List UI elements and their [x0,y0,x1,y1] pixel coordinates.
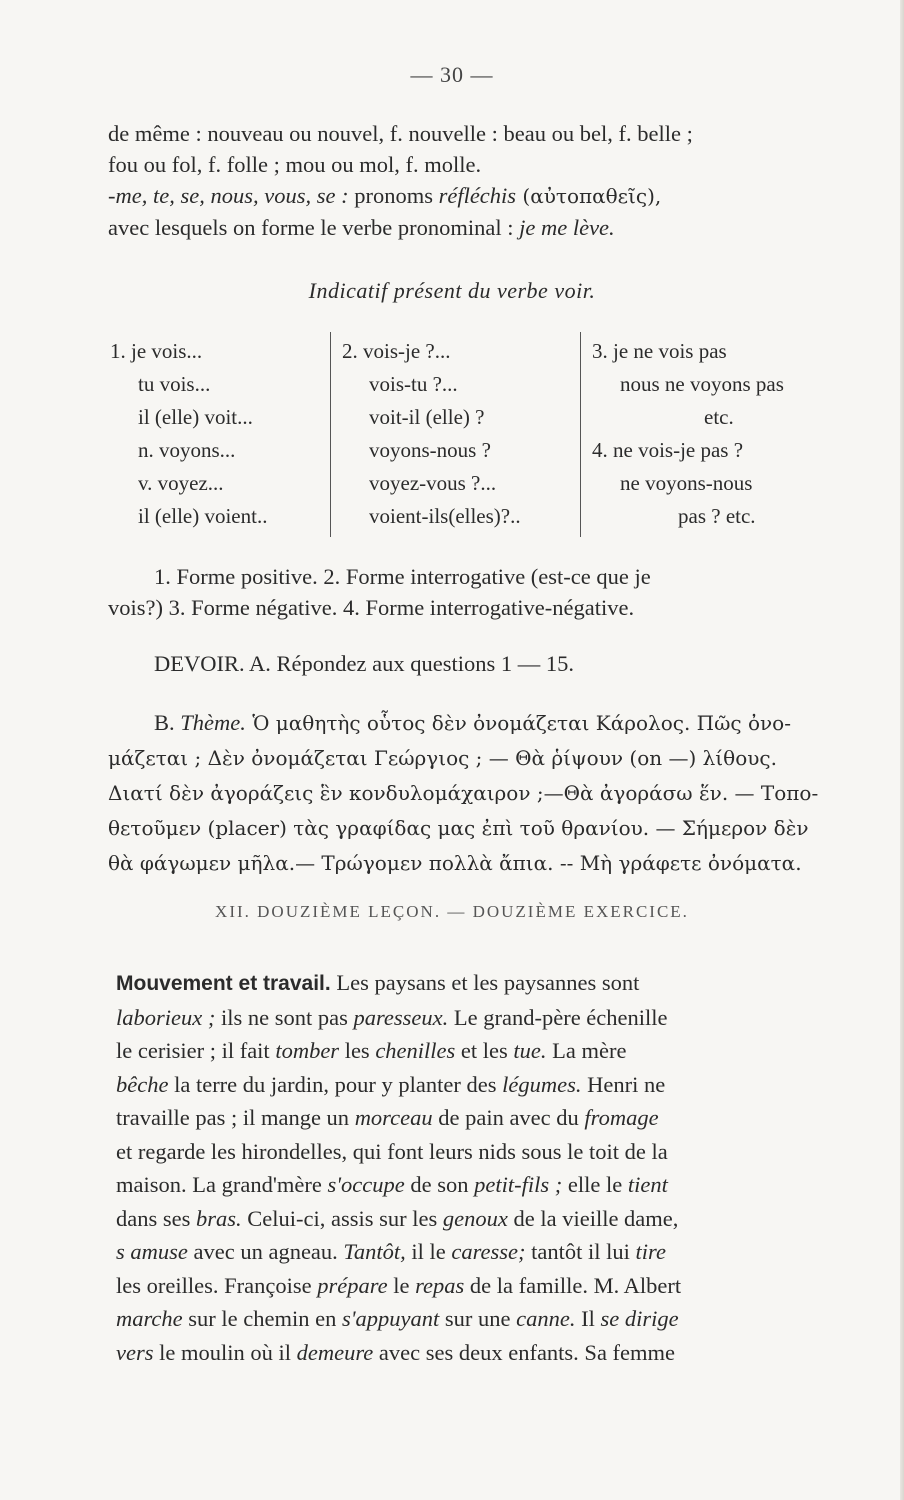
vocab-word: s amuse [116,1239,188,1264]
conj-line: vois-tu ?... [369,372,458,396]
text-line [116,1235,886,1269]
example-phrase: je me lève. [519,215,615,240]
text-span: sur une [439,1306,517,1331]
text-span: avec un agneau. [187,1239,344,1264]
vocab-word: chenilles [375,1038,456,1063]
text-line [108,212,884,243]
text-span: ils ne sont pas [215,1004,354,1030]
conj-line: voyons-nous ? [369,438,491,462]
text-line: fou ou fol, f. folle ; mou ou mol, f. molle. [108,152,482,177]
text-line [116,1202,886,1236]
text-span: le cerisier ; il fait [116,1038,276,1063]
text-span: le [387,1272,416,1298]
vocab-word: bêche [116,1071,169,1097]
vocab-word: tient [627,1172,668,1197]
vocab-word: laborieux ; [116,1004,216,1030]
conj-line: il (elle) voient.. [138,504,268,528]
text-span: Il [575,1306,601,1331]
text-line [108,180,884,212]
vocab-word: tire [635,1239,666,1264]
vocab-word: genoux [442,1205,508,1231]
conjugation-column-negative [592,335,892,533]
text-span: Les paysans et les paysannes sont [330,970,640,995]
devoir-line: DEVOIR. A. Répondez aux questions 1 — 15. [154,651,574,676]
text-span: de pain avec du [432,1105,585,1130]
theme-label: B. [154,710,181,735]
text-line: vois?) 3. Forme négative. 4. Forme interrogative-négative. [108,595,635,620]
conj-line: voient-ils(elles)?.. [369,504,521,528]
conj-line: n. voyons... [138,438,236,462]
text-span: sur le chemin en [182,1306,342,1331]
column-divider [330,332,331,537]
conj-line: ne voyons-nous [620,471,753,495]
column-divider [580,332,581,537]
forms-paragraph [108,561,884,623]
text-span: Le grand-père échenille [448,1004,668,1030]
text-line [116,1068,886,1102]
vocab-word: Tantôt, [343,1239,406,1264]
text-span: maison. La grand'mère [116,1172,328,1197]
text-line [116,966,886,1001]
text-line [116,1001,886,1035]
conj-line: 4. ne vois-je pas ? [592,438,744,462]
theme-title: Thème. [180,710,246,735]
vocab-word: marche [116,1306,183,1331]
greek-line: Διατί δὲν ἀγοράζεις ἓν κονδυλομάχαιρον ;—Θὰ ἀγοράσω ἕν. — Τοπο- [108,781,819,805]
greek-line: μάζεται ; Δὲν ὀνομάζεται Γεώργιος ; — Θὰ ῥίψουν (on —) λίθους. [108,746,777,770]
vocab-word: prépare [317,1272,388,1298]
text-span: Henri ne [581,1071,666,1097]
vocab-word: demeure [296,1339,374,1365]
text-span: les [339,1038,376,1063]
conj-line: 2. vois-je ?... [342,339,451,363]
greek-term: (αὐτοπαθεῖς), [516,184,662,208]
lesson-title: Mouvement et travail. [116,972,331,995]
conjugation-column-interrogative [342,335,572,533]
indicatif-heading: Indicatif présent du verbe voir. [308,278,596,303]
conj-line: etc. [704,405,734,429]
vocab-word: canne. [516,1306,576,1331]
vocab-word: légumes. [502,1071,582,1097]
text-span: tantôt il lui [525,1239,636,1264]
conjugation-column-positive [110,335,320,533]
vocab-word: repas [415,1272,465,1298]
conj-line: voyez-vous ?... [369,471,497,495]
text-span: La mère [546,1038,627,1063]
pronoun-list: -me, te, se, nous, vous, se : [108,183,349,208]
text-span: Celui-ci, assis sur les [241,1205,443,1231]
greek-line: θετοῦμεν (placer) τὰς γραφίδας μας ἐπὶ τοῦ θρανίου. — Σήμερον δὲν [108,816,809,840]
text-line [116,1336,886,1370]
text-span: il le [405,1239,452,1264]
vocab-word: morceau [354,1105,433,1130]
vocab-word: vers [116,1339,154,1365]
vocab-word: s'occupe [327,1172,405,1197]
text-span: la terre du jardin, pour y planter des [168,1071,503,1097]
text-span: de la famille. M. Albert [464,1272,682,1298]
conj-line: il (elle) voit... [138,405,253,429]
conj-line: tu vois... [138,372,211,396]
vocab-word: se dirige [600,1306,679,1331]
vocab-word: s'appuyant [341,1306,440,1331]
vocab-word: paresseux. [353,1004,449,1030]
text-line: de même : nouveau ou nouvel, f. nouvelle : beau ou bel, f. belle ; [108,121,693,146]
conj-line: pas ? etc. [678,504,756,528]
text-span: avec lesquels on forme le verbe pronominal : [108,215,520,240]
vocab-word: bras. [196,1205,242,1231]
text-line: 1. Forme positive. 2. Forme interrogative (est-ce que je [154,564,651,589]
text-line [116,1101,886,1135]
text-line [116,1034,886,1068]
vocab-word: caresse; [451,1239,526,1264]
vocab-word: tomber [275,1038,340,1063]
text-span: dans ses [116,1205,196,1231]
text-line [108,705,884,741]
conj-line: v. voyez... [138,471,224,495]
text-line [116,1302,886,1336]
conj-line: nous ne voyons pas [620,372,784,396]
page-number: — 30 — [410,62,494,87]
greek-text: Ὁ μαθητὴς οὗτος δὲν ὀνομάζεται Κάρολος. Πῶς ὀνο- [245,711,791,735]
page-edge [900,0,904,1500]
text-span: elle le [562,1172,628,1197]
conj-line: 3. je ne vois pas [592,339,727,363]
vocab-word: fromage [584,1105,659,1130]
greek-line: θὰ φάγωμεν μῆλα.— Τρώγομεν πολλὰ ἄπια. -- Μὴ γράφετε ὀνόματα. [108,851,802,875]
text-line: et regarde les hirondelles, qui font leurs nids sous le toit de la [116,1138,668,1164]
vocab-word: tue. [513,1038,547,1063]
text-line [116,1269,886,1303]
lesson-heading: XII. DOUZIÈME LEÇON. — DOUZIÈME EXERCICE. [215,902,689,921]
vocab-word: petit-fils ; [474,1172,563,1197]
theme-paragraph [108,705,884,881]
text-span: de son [404,1172,475,1197]
conj-line: voit-il (elle) ? [369,405,485,429]
text-span: de la vieille dame, [507,1205,679,1231]
term-reflechis: réfléchis [438,183,517,208]
text-span: et les [455,1038,514,1063]
text-span: travaille pas ; il mange un [116,1105,355,1130]
text-span: le moulin où il [153,1339,297,1365]
text-span: avec ses deux enfants. Sa femme [373,1339,676,1365]
text-span: pronoms [348,183,439,208]
lesson-paragraph [116,966,886,1369]
text-line [116,1168,886,1202]
intro-paragraph [108,118,884,243]
conj-line: 1. je vois... [110,339,203,363]
text-span: les oreilles. Françoise [116,1272,318,1298]
